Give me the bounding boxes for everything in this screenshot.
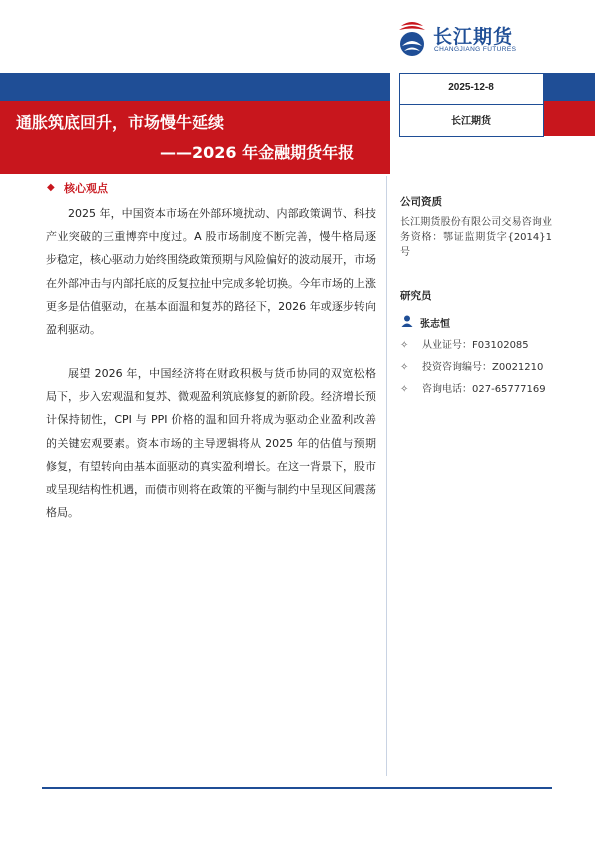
analyst-license-row [400, 336, 529, 351]
qualification-heading: 公司资质 [400, 196, 442, 208]
logo-name-cn: 长江期货 [433, 26, 514, 48]
info-box-bottom-border [399, 136, 544, 137]
key-points-paragraph-2: 展望 2026 年，中国经济将在财政积极与货币协同的双宽松格局下，步入宏观温和复苏、微观盈利筑底修复的新阶段。经济增长预计保持韧性，CPI 与 PPI 价格的温和回升将成为驱动企业盈利改善的关键宏观要素。资本市场的主导逻辑将从 2025 年的估值与预期修复，有望转向由基本面驱动的真实盈利增长。在这一背景下，股市或呈现结构性机遇，而债市则将在政策的平衡与制约中呈现区间震荡格局。 [46, 367, 376, 520]
logo-name-en: CHANGJIANG FUTURES [434, 46, 517, 53]
report-date: 2025-12-8 [448, 82, 494, 93]
analyst-name: 张志恒 [420, 319, 450, 330]
analyst-advisory-row [400, 358, 543, 373]
logo-emblem-icon [393, 16, 431, 60]
diamond-icon: ◆ [47, 182, 55, 193]
sparkle-icon: ✧ [400, 340, 409, 351]
header-band-blue [0, 73, 390, 101]
info-box-middle-border [399, 104, 544, 105]
qualification-text: 长江期货股份有限公司交易咨询业务资格：鄂证监期货字{2014}1 号 [400, 217, 552, 258]
report-org: 长江期货 [451, 116, 491, 127]
column-divider [386, 176, 387, 776]
analysts-heading: 研究员 [400, 290, 432, 302]
analyst-advisory-id: 投资咨询编号：Z0021210 [422, 362, 544, 373]
sparkle-icon: ✧ [400, 362, 409, 373]
sparkle-icon: ✧ [400, 384, 409, 395]
analyst-license: 从业证号：F03102085 [422, 340, 529, 351]
key-points-paragraph-1: 2025 年，中国资本市场在外部环境扰动、内部政策调节、科技产业突破的三重博弈中度过。A 股市场制度不断完善，慢牛格局逐步稳定，核心驱动力始终围绕政策预期与风险偏好的波动展开，市场在外部冲击与内部托底的反复拉扯中完成多轮切换。今年市场的上涨更多是估值驱动，在基本面温和复苏的路径下，2026 年或逐步转向盈利驱动。 [46, 207, 376, 337]
analyst-phone: 咨询电话：027-65777169 [422, 384, 546, 395]
report-title: 通胀筑底回升，市场慢牛延续 [16, 113, 225, 132]
info-box-top-border [399, 73, 544, 74]
person-icon [400, 314, 414, 328]
footer-divider [42, 787, 552, 789]
company-logo [393, 16, 543, 60]
analyst-phone-row [400, 380, 546, 395]
header-band-blue-right [544, 73, 595, 101]
report-subtitle: ——2026 年金融期货年报 [160, 143, 355, 162]
key-points-heading: 核心观点 [64, 182, 108, 195]
header-band-red-right [544, 101, 595, 136]
